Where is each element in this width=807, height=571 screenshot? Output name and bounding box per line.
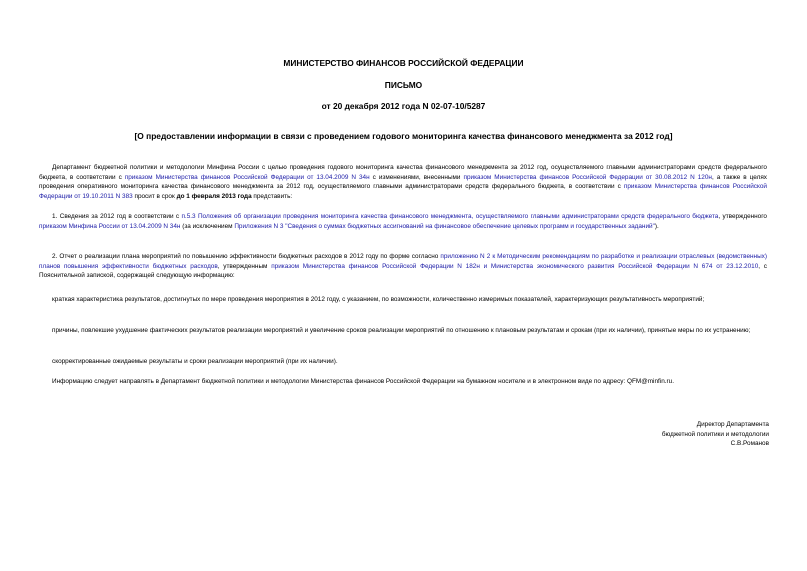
link-appendix-2[interactable]: приложению N 2 к Методическим рекомендациям по разработке и реализации отраслевых (ведомственных) планов повышения эффективности бюджетных расходов bbox=[39, 253, 767, 270]
bullet-2 bbox=[39, 326, 767, 336]
document-subject: [О предоставлении информации в связи с проведением годового мониторинга качества финансового менеджмента за 2012 год] bbox=[134, 131, 673, 141]
signature-name: С.В.Романов bbox=[730, 440, 769, 448]
text: представить: bbox=[251, 192, 293, 200]
bullet-text: скорректированные ожидаемые результаты и сроки реализации мероприятий (при их наличии). bbox=[52, 358, 338, 365]
closing-text: Информацию следует направлять в Департамент бюджетной политики и методологии Министерства финансов Российской Федерации на бумажном носителе и в электронном виде по адресу: QFM@minfin.ru. bbox=[52, 378, 675, 385]
bullet-1 bbox=[39, 295, 767, 305]
link-regulation-5-3[interactable]: п.5.3 Положения об организации проведения мониторинга качества финансового менеджмента, осуществляемого главными администраторами средств федерального бюджета bbox=[181, 213, 719, 220]
signature-title: Директор Департамента bbox=[696, 421, 769, 428]
text: с изменениями, внесенными bbox=[369, 173, 464, 181]
text: просит в срок bbox=[132, 192, 177, 200]
link-order-34n-2[interactable]: приказом Минфина России от 13.04.2009 N 34н bbox=[39, 222, 181, 230]
paragraph-item-2 bbox=[39, 252, 767, 281]
text: Департамент бюджетной политики и методологии Минфина России с целью проведения годового мониторинга качества финансового менеджмента за 2012 год, осуществляемого главными администраторами средств федерального бюджета, в соответствии с bbox=[39, 164, 767, 181]
bullet-text: причины, повлекшие ухудшение фактических результатов реализации мероприятий и увеличение сроков реализации мероприятий по отношению к плановым результатам и срокам (при их наличии), принятые меры по их устранению; bbox=[52, 327, 751, 334]
text: , утвержденным bbox=[217, 262, 272, 270]
text: 1. Сведения за 2012 год в соответствии с bbox=[52, 213, 182, 220]
text: ). bbox=[654, 222, 659, 230]
text: , утвержденного bbox=[718, 213, 767, 220]
document-date-number: от 20 декабря 2012 года N 02-07-10/5287 bbox=[321, 101, 486, 111]
closing-paragraph bbox=[39, 377, 767, 387]
signature-department: бюджетной политики и методологии bbox=[661, 430, 769, 438]
text: 2. Отчет о реализации плана мероприятий по повышению эффективности бюджетных расходов в 2012 году по форме согласно bbox=[52, 253, 441, 260]
link-appendix-3[interactable]: Приложения N 3 "Сведения о суммах бюджетных ассигнований на финансовое обеспечение целевых программ и государственных заданий" bbox=[234, 222, 655, 230]
ministry-heading: МИНИСТЕРСТВО ФИНАНСОВ РОССИЙСКОЙ ФЕДЕРАЦИИ bbox=[283, 58, 524, 68]
signature-block bbox=[662, 420, 769, 449]
text: , а также в целях проведения оперативного мониторинга качества финансового менеджмента за 2012 год, осуществляемого главными администраторами средств федерального бюджета, в соответствии с bbox=[39, 173, 767, 191]
link-order-120n[interactable]: приказом Министерства финансов Российской Федерации от 30.08.2012 N 120н bbox=[463, 173, 712, 181]
bullet-text: краткая характеристика результатов, достигнутых по мере проведения мероприятия в 2012 году, с указанием, по возможности, количественно измеримых показателей, характеризующих результативность мероприятий; bbox=[52, 296, 705, 303]
paragraph-item-1 bbox=[39, 212, 767, 231]
text: (за исключением bbox=[180, 222, 235, 230]
bullet-3 bbox=[39, 357, 767, 367]
link-order-182n[interactable]: приказом Министерства финансов Российской Федерации N 182н и Министерства экономического развития Российской Федерации N 674 от 23.12.2010 bbox=[271, 262, 759, 270]
document-type: ПИСЬМО bbox=[384, 80, 423, 90]
text: , с Пояснительной запиской, содержащей следующую информацию: bbox=[39, 262, 768, 280]
link-order-34n[interactable]: приказом Министерства финансов Российской Федерации от 13.04.2009 N 34н bbox=[124, 173, 370, 181]
link-order-383[interactable]: приказом Министерства финансов Российской Федерации от 19.10.2011 N 383 bbox=[39, 183, 767, 200]
paragraph-intro bbox=[39, 163, 767, 201]
deadline: до 1 февраля 2013 года bbox=[176, 192, 252, 200]
